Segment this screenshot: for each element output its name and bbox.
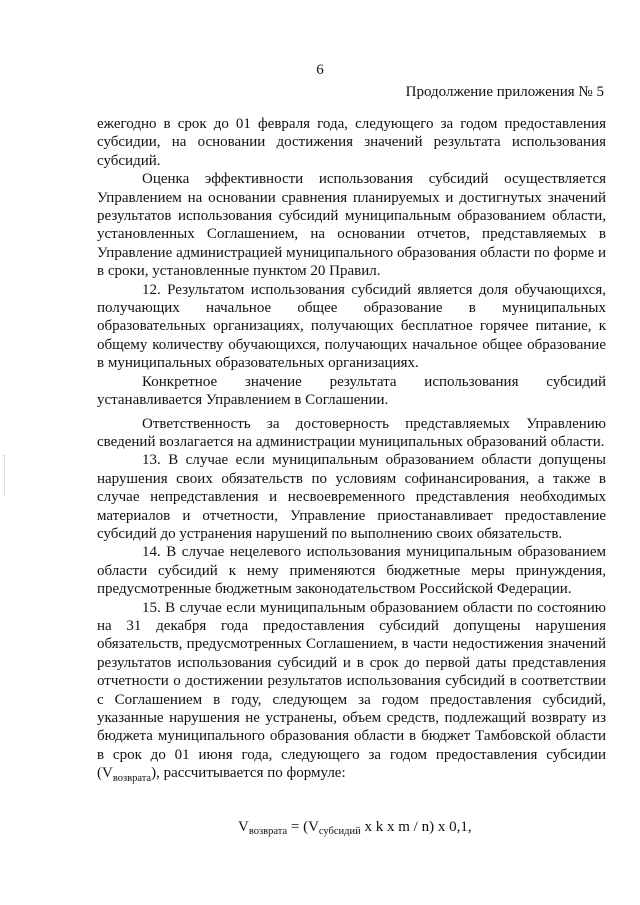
paragraph-item-14: 14. В случае нецелевого использования муниципальным образованием области субсидий к нему применяются бюджетные меры принуждения, предусмотренные бюджетным законодательством Российской Федерации. (97, 544, 606, 598)
formula-rest: x k x m / n) x 0,1, (360, 819, 472, 835)
paragraph-efficiency-assessment: Оценка эффективности использования субсидий осуществляется Управлением на основании сравнения планируемых и достигнутых значений результатов использования субсидий муниципальным образованием области, установленных Соглашением, на основании отчетов, представляемых в Управление администрацией муниципального образования области по форме и в сроки, установленные пунктом 20 Правил. (97, 171, 606, 280)
formula-sub-subsidy: субсидий (318, 826, 361, 837)
item-15-subscript: возврата (112, 773, 152, 785)
margin-mark (4, 455, 7, 495)
paragraph-item-13: 13. В случае если муниципальным образованием области допущены нарушения своих обязательств по условиям софинансирования, а также в случае непредставления и несвоевременного представления необходимых материалов и отчетности, Управление приостанавливает предоставление субсидий до устранения нарушений по выполнению своих обязательств. (97, 452, 606, 542)
formula-v: V (238, 819, 249, 835)
paragraph-item-12: 12. Результатом использования субсидий является доля обучающихся, получающих начальное общее образование в муниципальных образовательных организациях, получающих бесплатное горячее питание, к общему количеству обучающихся, получающих начальное общее образование в муниципальных образовательных организациях. (97, 281, 606, 372)
appendix-header: Продолжение приложения № 5 (405, 84, 604, 100)
paragraph-item-15 (97, 599, 606, 789)
item-15-text: 15. В случае если муниципальным образованием области по состоянию на 31 декабря года предоставления субсидий допущены нарушения обязательств, предусмотренных Соглашением, в части недостижения значений результатов использования субсидий и в срок до первой даты представления отчетности о достижении результатов использования субсидий в соответствии с Соглашением в году, следующем за годом предоставления субсидий, указанные нарушения не устранены, объем средств, подлежащий возврату из бюджета муниципального образования области в бюджет Тамбовской области в срок до 01 июня года, следующего за годом предоставления субсидии (V (97, 599, 606, 782)
paragraph-continuation: ежегодно в срок до 01 февраля года, следующего за годом предоставления субсидии, на основании достижения значений результата использования субсидий. (97, 116, 606, 169)
return-formula (238, 819, 472, 837)
item-15-tail: ), рассчитывается по формуле: (151, 765, 346, 782)
page-number: 6 (316, 62, 324, 78)
paragraph-result-value: Конкретное значение результата использования субсидий устанавливается Управлением в Соглашении. (97, 373, 606, 409)
formula-eq: = (V (287, 819, 319, 835)
paragraph-responsibility: Ответственность за достоверность представляемых Управлению сведений возлагается на администрации муниципальных образований области. (97, 415, 606, 450)
document-body (97, 115, 606, 789)
formula-sub-return: возврата (248, 826, 288, 837)
